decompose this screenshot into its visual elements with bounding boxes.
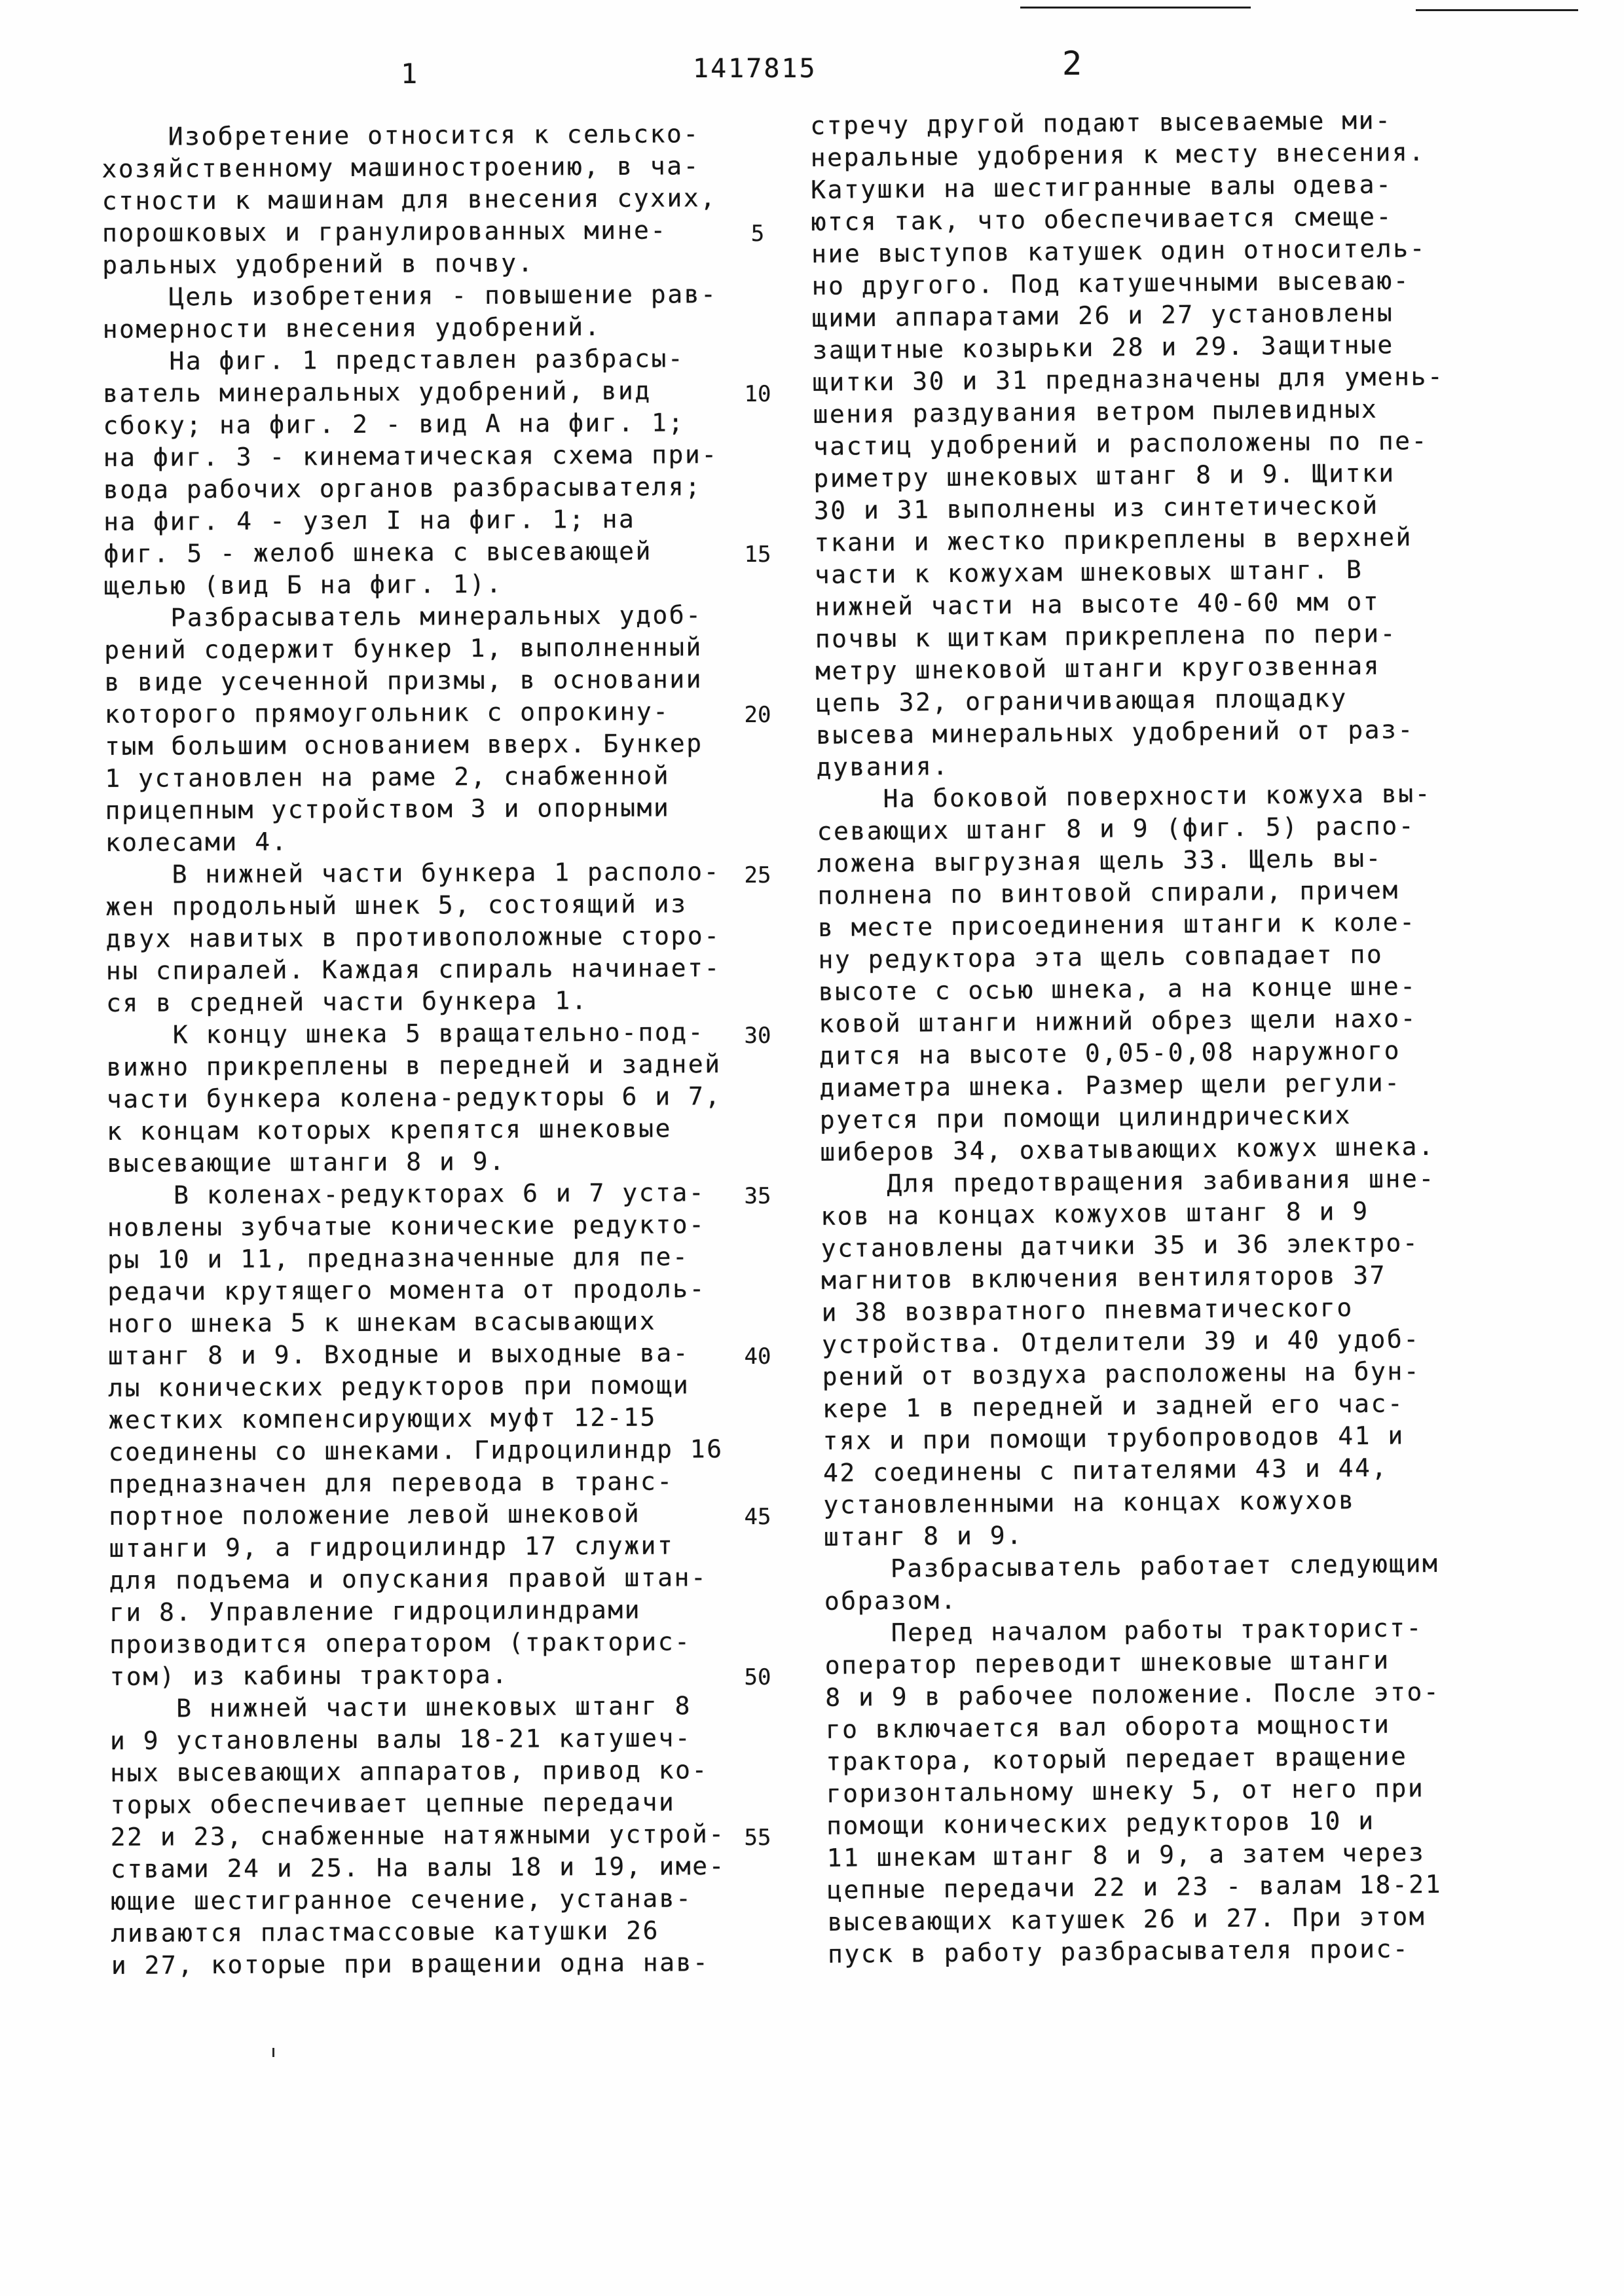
text-line: Перед началом работы тракторист-	[824, 1613, 1424, 1648]
text-line: 11 шнекам штанг 8 и 9, а затем через	[826, 1838, 1426, 1872]
text-line: Катушки на шестигранные валы одева-	[810, 170, 1393, 204]
text-line: цепные передачи 22 и 23 - валам 18-21	[826, 1869, 1443, 1904]
text-line: двух навитых в противоположные сторо-	[105, 921, 721, 953]
gutter-line-number: 30	[744, 1023, 771, 1049]
text-line: Разбрасыватель работает следующим	[824, 1548, 1439, 1584]
text-line: ги 8. Управление гидроцилиндрами	[109, 1595, 642, 1627]
text-line: пуск в работу разбрасывателя проис-	[827, 1934, 1410, 1969]
text-line: и 9 установлены валы 18-21 катушеч-	[109, 1723, 692, 1755]
text-line: помощи конических редукторов 10 и	[826, 1806, 1375, 1840]
text-line: колесами 4.	[105, 827, 289, 857]
text-line: номерности внесения удобрений.	[102, 312, 602, 344]
text-line: на фиг. 4 - узел I на фиг. 1; на	[103, 504, 636, 536]
text-line: редачи крутящего момента от продоль-	[107, 1274, 707, 1306]
text-line: нижней части на высоте 40-60 мм от	[815, 587, 1380, 621]
text-line: вода рабочих органов разбрасывателя;	[103, 472, 702, 504]
right-text-column	[810, 104, 1460, 1971]
scan-artifact-line	[1020, 7, 1251, 9]
text-line: ватель минеральных удобрений, вид	[103, 376, 652, 408]
text-line: лы конических редукторов при помощи	[108, 1370, 690, 1402]
text-line: ну редуктора эта щель совпадает по	[818, 939, 1384, 974]
text-line: высевающие штанги 8 и 9.	[107, 1146, 506, 1178]
text-line: частиц удобрений и расположены по пе-	[813, 426, 1429, 461]
text-line: 1 установлен на раме 2, снабженной	[105, 761, 671, 793]
text-line: метру шнековой штанги кругозвенная	[815, 651, 1381, 685]
gutter-line-number: 55	[744, 1825, 771, 1851]
text-line: штанг 8 и 9.	[823, 1520, 1024, 1552]
text-line: шиберов 34, охватывающих кожух шнека.	[820, 1131, 1435, 1167]
text-line: но другого. Под катушечными высеваю-	[811, 266, 1411, 301]
text-line: 22 и 23, снабженные натяжными устрой-	[110, 1819, 726, 1851]
text-line: торых обеспечивает цепные передачи	[110, 1787, 676, 1819]
text-line: и 38 возвратного пневматического	[821, 1293, 1354, 1327]
text-line: ливаются пластмассовые катушки 26	[111, 1916, 660, 1948]
text-line: вижно прикреплены в передней и задней	[106, 1049, 722, 1082]
text-line: ние выступов катушек один относитель-	[811, 233, 1427, 268]
text-line: устройства. Отделители 39 и 40 удоб-	[821, 1324, 1420, 1359]
text-line: хозяйственному машиностроению, в ча-	[101, 151, 701, 183]
text-line: к концам которых крепятся шнековые	[106, 1114, 673, 1146]
text-line: в месте присоединения штанги к коле-	[817, 907, 1416, 942]
text-line: На фиг. 1 представлен разбрасы-	[102, 344, 685, 376]
text-line: кере 1 в передней и задней его час-	[822, 1389, 1405, 1423]
gutter-line-number: 40	[744, 1343, 771, 1370]
gutter-line-number: 20	[744, 702, 771, 728]
text-line: для подъема и опускания правой штан-	[109, 1563, 708, 1595]
text-line: севающих штанг 8 и 9 (фиг. 5) распо-	[817, 811, 1416, 846]
text-line: 30 и 31 выполнены из синтетической	[813, 490, 1379, 525]
text-line: ны спиралей. Каждая спираль начинает-	[105, 953, 721, 985]
text-line: ры 10 и 11, предназначенные для пе-	[107, 1242, 690, 1274]
text-line: щелью (вид Б на фиг. 1).	[103, 569, 503, 600]
text-line: 8 и 9 в рабочее положение. После это-	[825, 1677, 1441, 1712]
text-line: трактора, который передает вращение	[826, 1741, 1408, 1776]
gutter-line-number: 10	[744, 381, 771, 407]
gutter-line-numbers	[728, 0, 787, 2296]
text-line: которого прямоугольник с опрокину-	[104, 697, 670, 729]
text-line: производится оператором (тракторис-	[109, 1627, 692, 1659]
text-line: ткани и жестко прикреплены в верхней	[814, 522, 1413, 557]
text-line: прицепным устройством 3 и опорными	[105, 793, 671, 825]
text-line: щими аппаратами 26 и 27 установлены	[811, 298, 1394, 333]
text-line: сбоку; на фиг. 2 - вид А на фиг. 1;	[103, 408, 685, 440]
text-line: предназначен для перевода в транс-	[108, 1467, 674, 1499]
text-line: и 27, которые при вращении одна нав-	[111, 1948, 710, 1980]
text-line: почвы к щиткам прикреплена по пери-	[815, 619, 1397, 653]
text-line: жестких компенсирующих муфт 12-15	[108, 1402, 657, 1434]
text-line: штанг 8 и 9. Входные и выходные ва-	[107, 1338, 690, 1370]
text-line: полнена по винтовой спирали, причем	[817, 875, 1399, 910]
text-line: На боковой поверхности кожуха вы-	[816, 778, 1432, 814]
text-line: части к кожухам шнековых штанг. В	[814, 555, 1363, 589]
text-line: В нижней части бункера 1 располо-	[105, 857, 721, 889]
text-line: стности к машинам для внесения сухих,	[101, 183, 717, 215]
text-line: ются так, что обеспечивается смеще-	[811, 202, 1393, 236]
text-line: Изобретение относится к сельско-	[101, 119, 700, 151]
text-line: ся в средней части бункера 1.	[105, 986, 589, 1017]
text-line: установленными на концах кожухов	[823, 1485, 1356, 1520]
patent-number: 1417815	[693, 54, 817, 84]
gutter-line-number: 5	[750, 221, 765, 247]
gutter-line-number: 45	[744, 1504, 771, 1530]
scan-speck	[272, 2048, 274, 2057]
text-line: К концу шнека 5 вращательно-под-	[106, 1017, 705, 1049]
text-line: соединены со шнеками. Гидроцилиндр 16	[108, 1434, 724, 1467]
text-line: руется при помощи цилиндрических	[819, 1101, 1352, 1135]
text-line: ющие шестигранное сечение, устанав-	[111, 1884, 693, 1916]
text-line: установлены датчики 35 и 36 электро-	[821, 1228, 1420, 1263]
text-line: ного шнека 5 к шнекам всасывающих	[107, 1306, 657, 1338]
text-line: тым большим основанием вверх. Бункер	[104, 729, 703, 761]
text-line: Разбрасыватель минеральных удоб-	[103, 600, 703, 632]
text-line: стречу другой подают высеваемые ми-	[810, 105, 1392, 140]
text-line: го включается вал оборота мощности	[825, 1709, 1391, 1744]
text-line: защитные козырьки 28 и 29. Защитные	[812, 330, 1394, 365]
text-line: штанги 9, а гидроцилиндр 17 служит	[109, 1531, 674, 1563]
text-line: том) из кабины трактора.	[109, 1660, 509, 1691]
text-line: фиг. 5 - желоб шнека с высевающей	[103, 536, 653, 568]
text-line: 42 соединены с питателями 43 и 44,	[822, 1453, 1389, 1487]
text-line: образом.	[824, 1585, 958, 1616]
text-line: ральных удобрений в почву.	[102, 248, 535, 280]
text-line: дится на высоте 0,05-0,08 наружного	[819, 1036, 1401, 1070]
text-line: жен продольный шнек 5, состоящий из	[105, 889, 688, 921]
left-column-page-number: 1	[401, 58, 418, 90]
text-line: Цель изобретения - повышение рав-	[102, 280, 718, 312]
text-line: диаметра шнека. Размер щели регули-	[819, 1068, 1401, 1102]
text-line: порошковых и гранулированных мине-	[101, 215, 667, 247]
text-line: шения раздувания ветром пылевидных	[813, 394, 1378, 429]
text-line: В нижней части шнековых штанг 8	[109, 1691, 692, 1723]
text-line: ных высевающих аппаратов, привод ко-	[110, 1755, 709, 1787]
right-column-page-number: 2	[1062, 45, 1082, 82]
text-line: риметру шнековых штанг 8 и 9. Щитки	[813, 458, 1395, 493]
text-line: высевающих катушек 26 и 27. При этом	[827, 1902, 1426, 1937]
scan-artifact-line	[1416, 9, 1578, 11]
text-line: в виде усеченной призмы, в основании	[104, 665, 703, 697]
text-line: В коленах-редукторах 6 и 7 уста-	[107, 1178, 706, 1210]
text-line: горизонтальному шнеку 5, от него при	[826, 1774, 1425, 1808]
text-line: ков на концах кожухов штанг 8 и 9	[821, 1196, 1369, 1231]
text-line: высева минеральных удобрений от раз-	[815, 715, 1414, 750]
text-line: цепь 32, ограничивающая площадку	[815, 683, 1348, 718]
text-line: неральные удобрения к месту внесения.	[810, 137, 1426, 172]
gutter-line-number: 35	[744, 1183, 771, 1209]
text-line: ствами 24 и 25. На валы 18 и 19, име-	[110, 1851, 726, 1884]
text-line: ложена выгрузная щель 33. Щель вы-	[817, 843, 1383, 878]
text-line: магнитов включения вентиляторов 37	[821, 1260, 1387, 1295]
text-line: щитки 30 и 31 предназначены для умень-	[812, 361, 1445, 397]
gutter-line-number: 15	[744, 541, 771, 568]
gutter-line-number: 50	[744, 1664, 771, 1690]
text-line: оператор переводит шнековые штанги	[824, 1645, 1390, 1680]
text-line: Для предотвращения забивания шне-	[820, 1163, 1435, 1199]
text-line: тях и при помощи трубопроводов 41 и	[822, 1421, 1405, 1455]
text-line: высоте с осью шнека, а на конце шне-	[818, 972, 1417, 1006]
left-text-column	[101, 118, 726, 1982]
text-line: портное положение левой шнековой	[109, 1499, 641, 1531]
text-line: рений от воздуха расположены на бун-	[822, 1357, 1421, 1391]
text-line: дувания.	[816, 752, 950, 782]
text-line: ковой штанги нижний обрез щели нахо-	[819, 1004, 1418, 1038]
gutter-line-number: 25	[744, 862, 771, 888]
text-line: рений содержит бункер 1, выполненный	[104, 632, 703, 665]
text-line: на фиг. 3 - кинематическая схема при-	[103, 440, 718, 472]
text-line: части бункера колена-редукторы 6 и 7,	[106, 1082, 722, 1114]
text-line: новлены зубчатые конические редукто-	[107, 1210, 706, 1242]
